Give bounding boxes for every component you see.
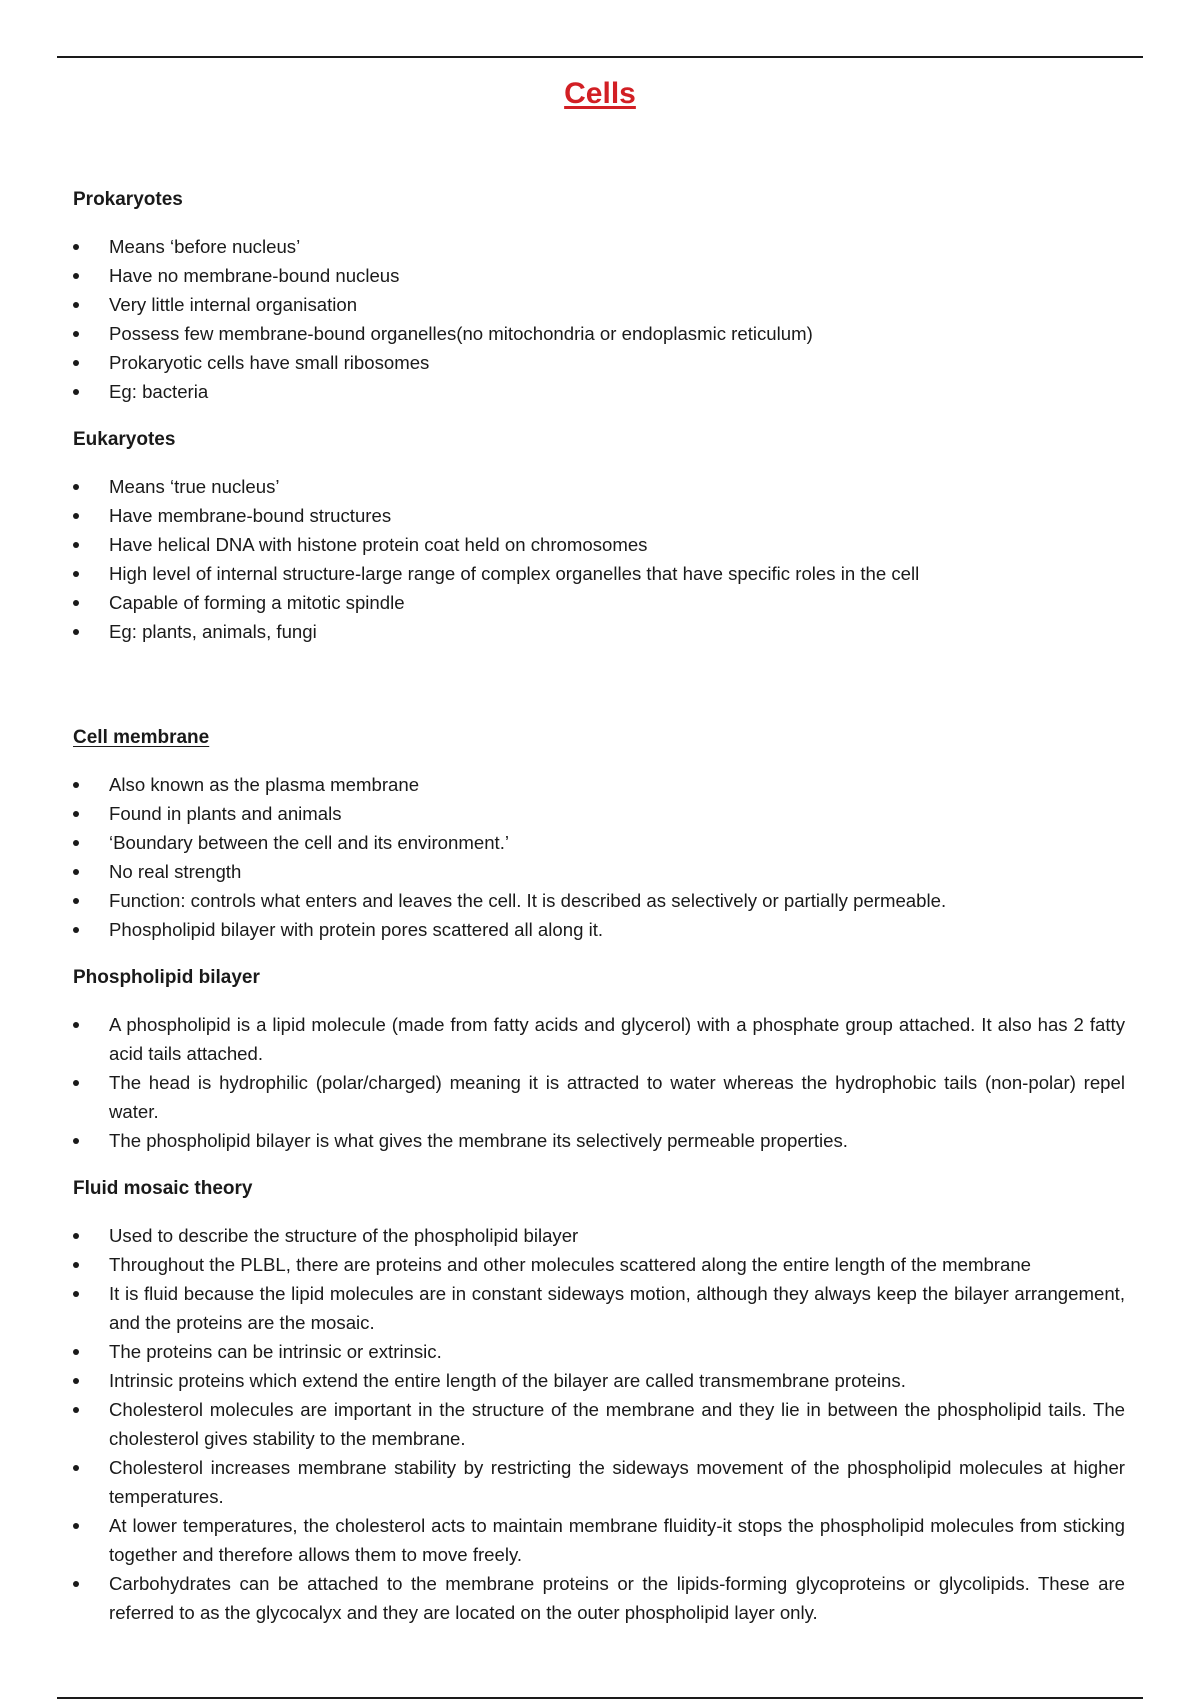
document-body xyxy=(73,188,1125,1649)
bullet-icon xyxy=(73,571,79,577)
list-item: No real strength xyxy=(73,857,1125,886)
bullet-icon xyxy=(73,629,79,635)
fluid-mosaic-list xyxy=(73,1221,1125,1627)
list-item: The proteins can be intrinsic or extrinsic. xyxy=(73,1337,1125,1366)
list-item: Very little internal organisation xyxy=(73,290,1125,319)
list-item: A phospholipid is a lipid molecule (made from fatty acids and glycerol) with a phosphate group attached. It also has 2 fatty acid tails attached. xyxy=(73,1010,1125,1068)
list-item: Used to describe the structure of the phospholipid bilayer xyxy=(73,1221,1125,1250)
list-item: The phospholipid bilayer is what gives the membrane its selectively permeable properties. xyxy=(73,1126,1125,1155)
list-item: The head is hydrophilic (polar/charged) meaning it is attracted to water whereas the hydrophobic tails (non-polar) repel water. xyxy=(73,1068,1125,1126)
bullet-icon xyxy=(73,1581,79,1587)
bullet-icon xyxy=(73,302,79,308)
list-item: Eg: plants, animals, fungi xyxy=(73,617,1125,646)
list-item: Prokaryotic cells have small ribosomes xyxy=(73,348,1125,377)
bullet-icon xyxy=(73,898,79,904)
section-heading-eukaryotes: Eukaryotes xyxy=(73,429,176,450)
list-item: Possess few membrane-bound organelles(no mitochondria or endoplasmic reticulum) xyxy=(73,319,1125,348)
bullet-icon xyxy=(73,389,79,395)
list-item: Throughout the PLBL, there are proteins and other molecules scattered along the entire length of the membrane xyxy=(73,1250,1125,1279)
bullet-icon xyxy=(73,600,79,606)
bullet-icon xyxy=(73,1407,79,1413)
bullet-icon xyxy=(73,1349,79,1355)
list-item: Have membrane-bound structures xyxy=(73,501,1125,530)
section-heading-cell-membrane: Cell membrane xyxy=(73,727,210,748)
top-rule xyxy=(57,56,1143,58)
bullet-icon xyxy=(73,1262,79,1268)
bullet-icon xyxy=(73,360,79,366)
list-item: Means ‘true nucleus’ xyxy=(73,472,1125,501)
bullet-icon xyxy=(73,542,79,548)
bullet-icon xyxy=(73,1138,79,1144)
list-item: ‘Boundary between the cell and its environment.’ xyxy=(73,828,1125,857)
list-item: Have no membrane-bound nucleus xyxy=(73,261,1125,290)
cell-membrane-list xyxy=(73,770,1125,944)
list-item: Intrinsic proteins which extend the entire length of the bilayer are called transmembrane proteins. xyxy=(73,1366,1125,1395)
bullet-icon xyxy=(73,1523,79,1529)
bullet-icon xyxy=(73,244,79,250)
list-item: Carbohydrates can be attached to the membrane proteins or the lipids-forming glycoproteins or glycolipids. These are referred to as the glycocalyx and they are located on the outer phospholipid layer only. xyxy=(73,1569,1125,1627)
section-spacer xyxy=(73,668,1125,726)
bullet-icon xyxy=(73,1465,79,1471)
bullet-icon xyxy=(73,331,79,337)
list-item: Have helical DNA with histone protein coat held on chromosomes xyxy=(73,530,1125,559)
bullet-icon xyxy=(73,811,79,817)
list-item: Found in plants and animals xyxy=(73,799,1125,828)
list-item: Eg: bacteria xyxy=(73,377,1125,406)
list-item: It is fluid because the lipid molecules are in constant sideways motion, although they always keep the bilayer arrangement, and the proteins are the mosaic. xyxy=(73,1279,1125,1337)
list-item: Capable of forming a mitotic spindle xyxy=(73,588,1125,617)
bullet-icon xyxy=(73,1022,79,1028)
section-heading-fluid-mosaic-theory: Fluid mosaic theory xyxy=(73,1178,253,1199)
list-item: Cholesterol molecules are important in the structure of the membrane and they lie in between the phospholipid tails. The cholesterol gives stability to the membrane. xyxy=(73,1395,1125,1453)
bullet-icon xyxy=(73,273,79,279)
list-item: At lower temperatures, the cholesterol acts to maintain membrane fluidity-it stops the phospholipid molecules from sticking together and therefore allows them to move freely. xyxy=(73,1511,1125,1569)
bullet-icon xyxy=(73,1080,79,1086)
prokaryotes-list xyxy=(73,232,1125,406)
bullet-icon xyxy=(73,927,79,933)
bullet-icon xyxy=(73,484,79,490)
list-item: Also known as the plasma membrane xyxy=(73,770,1125,799)
list-item: High level of internal structure-large range of complex organelles that have specific roles in the cell xyxy=(73,559,1125,588)
list-item: Phospholipid bilayer with protein pores scattered all along it. xyxy=(73,915,1125,944)
bullet-icon xyxy=(73,1291,79,1297)
bullet-icon xyxy=(73,1378,79,1384)
list-item: Function: controls what enters and leaves the cell. It is described as selectively or partially permeable. xyxy=(73,886,1125,915)
bullet-icon xyxy=(73,840,79,846)
bottom-rule xyxy=(57,1697,1143,1699)
section-heading-prokaryotes: Prokaryotes xyxy=(73,189,183,210)
page-title: Cells xyxy=(564,77,636,110)
bullet-icon xyxy=(73,782,79,788)
list-item: Means ‘before nucleus’ xyxy=(73,232,1125,261)
section-heading-phospholipid-bilayer: Phospholipid bilayer xyxy=(73,967,260,988)
bullet-icon xyxy=(73,1233,79,1239)
bullet-icon xyxy=(73,513,79,519)
list-item: Cholesterol increases membrane stability by restricting the sideways movement of the phospholipid molecules at higher temperatures. xyxy=(73,1453,1125,1511)
eukaryotes-list xyxy=(73,472,1125,646)
bullet-icon xyxy=(73,869,79,875)
phospholipid-bilayer-list xyxy=(73,1010,1125,1155)
